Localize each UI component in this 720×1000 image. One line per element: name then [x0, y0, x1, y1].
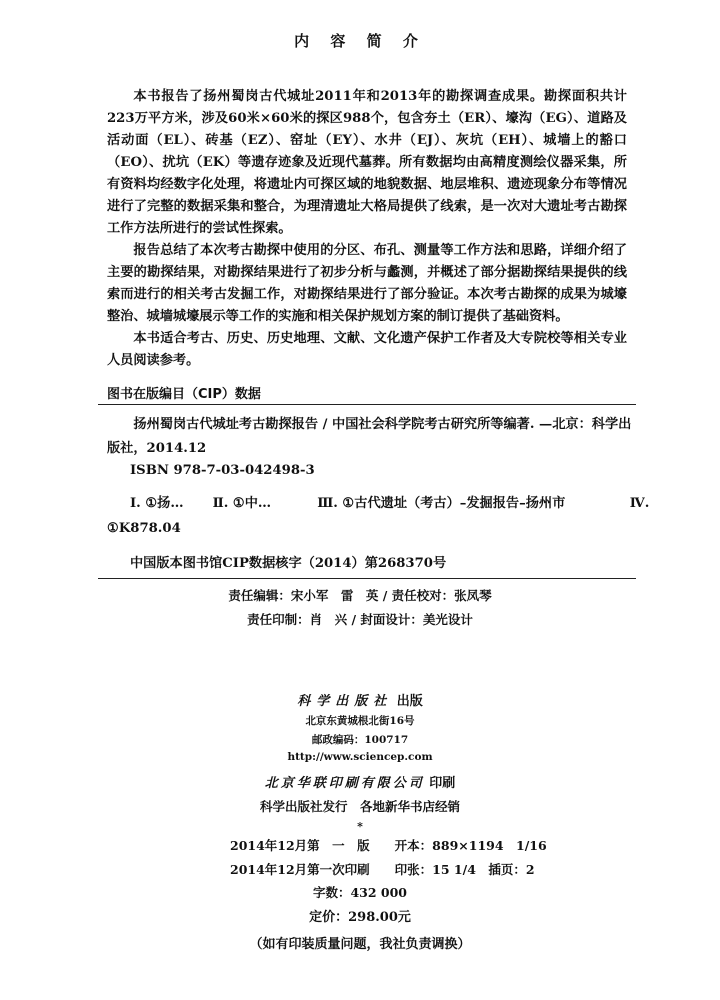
price: 定价：298.00元	[309, 910, 411, 925]
cip-number: 中国版本图书馆CIP数据核字（2014）第268370号	[130, 556, 447, 571]
edition-line: 2014年12月第 一 版 开本：889×1194 1/16	[230, 838, 547, 853]
printing-line: 2014年12月第一次印刷 印张：15 1/4 插页：2	[230, 862, 535, 877]
printer-name: 北京华联印刷有限公司	[264, 776, 425, 791]
page-title: 内 容 简 介	[294, 32, 426, 50]
printer-line	[0, 772, 720, 791]
classification-entry: Ⅱ. ①中…	[212, 496, 272, 511]
publisher-suffix: 出版	[396, 694, 423, 709]
classification-entry: Ⅰ. ①扬…	[130, 496, 184, 511]
book-summary	[107, 86, 627, 372]
postcode: 邮政编码：100717	[311, 734, 409, 746]
divider	[98, 404, 636, 405]
publisher-address: 北京东黄城根北街16号	[305, 715, 415, 727]
classification-entry: Ⅳ.	[629, 496, 650, 511]
editors-line: 责任印制：肖 兴 / 封面设计：美光设计	[247, 612, 473, 627]
publisher-line	[0, 690, 720, 709]
summary-paragraph: 本书适合考古、历史、历史地理、文献、文化遗产保护工作者及大专院校等相关专业人员阅读参考。	[107, 331, 627, 368]
editors-line: 责任编辑：宋小军 雷 英 / 责任校对：张凤琴	[228, 588, 492, 603]
classification-code: ①K878.04	[107, 521, 181, 536]
cip-description: 扬州蜀岗古代城址考古勘探报告 / 中国社会科学院考古研究所等编著. —北京：科学出版社，2014.12	[107, 417, 632, 456]
cip-classification	[130, 492, 650, 511]
distribution: 科学出版社发行 各地新华书店经销	[259, 799, 460, 814]
word-count: 字数：432 000	[312, 885, 408, 900]
isbn: ISBN 978-7-03-042498-3	[130, 463, 315, 478]
printer-suffix: 印刷	[429, 776, 456, 791]
summary-paragraph: 本书报告了扬州蜀岗古代城址2011年和2013年的勘探调查成果。勘探面积共计223万平方米，涉及60米×60米的探区988个，包含夯土（ER）、壕沟（EG）、道路及活动面（EL）、砖基（EZ）、窑址（EY）、水井（EJ）、灰坑（EH）、城墙上的豁口（EO）、扰坑（EK）等遗存迹象及近现代墓葬。所有数据均由高精度测绘仪器采集，所有资料均经数字化处理，将遗址内可探区域的地貌数据、地层堆积、遗迹现象分布等情况进行了完整的数据采集和整合，为理清遗址大格局提供了线索，是一次对大遗址考古勘探工作方法所进行的尝试性探索。	[107, 89, 627, 236]
publisher-name: 科学出版社	[297, 694, 393, 709]
separator-star: *	[357, 820, 363, 833]
classification-entry: Ⅲ. ①古代遗址（考古）–发掘报告–扬州市	[317, 496, 566, 511]
divider	[98, 578, 636, 579]
cip-heading: 图书在版编目（CIP）数据	[107, 387, 261, 402]
website: http://www.sciencep.com	[287, 751, 433, 763]
summary-paragraph: 报告总结了本次考古勘探中使用的分区、布孔、测量等工作方法和思路，详细介绍了主要的勘探结果，对勘探结果进行了初步分析与蠡测，并概述了部分据勘探结果提供的线索而进行的相关考古发掘工作，对勘探结果进行了部分验证。本次考古勘探的成果为城壕整治、城墙城壕展示等工作的实施和相关保护规划方案的制订提供了基础资料。	[107, 243, 627, 324]
quality-notice: （如有印装质量问题，我社负责调换）	[249, 937, 471, 952]
